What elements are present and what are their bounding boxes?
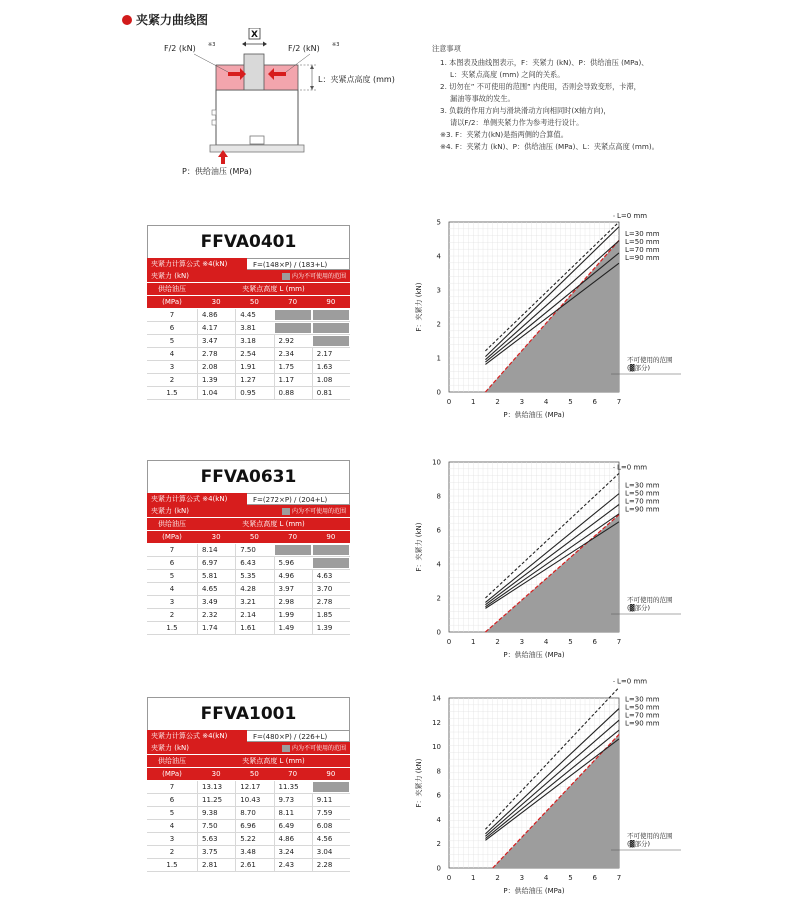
table-row xyxy=(147,833,350,846)
x-tick-label: 7 xyxy=(616,638,622,646)
x-tick-label: 1 xyxy=(471,874,476,882)
formula-value: F=(272×P) / (204+L) xyxy=(247,493,350,505)
note-star: ※4. F：夹紧力 (kN)、P：供给油压 (MPa)、L：夹紧点高度 (mm)。 xyxy=(440,142,659,151)
y-tick-label: 3 xyxy=(436,286,441,295)
series-label: L=30 mm xyxy=(625,230,660,238)
series-label: L=90 mm xyxy=(625,719,660,728)
height-col-header: 90 xyxy=(326,533,336,541)
unusable-swatch xyxy=(282,508,290,515)
y-tick-label: 2 xyxy=(436,320,441,329)
table-row xyxy=(147,820,350,833)
table-row xyxy=(147,348,350,361)
force-cell xyxy=(312,309,350,321)
height-col-header: 30 xyxy=(211,533,221,541)
x-tick-label: 6 xyxy=(592,638,597,646)
formula-value: F=(148×P) / (183+L) xyxy=(247,258,350,270)
formula-label: 夹紧力计算公式 ※4(kN) xyxy=(147,258,247,270)
force-cell: 3.81 xyxy=(235,322,273,334)
height-col-header: 30 xyxy=(211,770,221,778)
y-tick-label: 1 xyxy=(436,354,441,363)
y-tick-label: 0 xyxy=(436,628,441,637)
force-cell: 2.81 xyxy=(197,859,235,871)
pressure-cell: 3 xyxy=(169,835,175,843)
table-row xyxy=(147,846,350,859)
formula-row xyxy=(147,493,350,505)
force-left-label: F/2 (kN) xyxy=(164,44,196,53)
unusable-annotation: (▓部分) xyxy=(627,840,651,848)
unusable-annotation: 不可使用的范围 xyxy=(627,596,673,604)
port xyxy=(250,136,264,144)
pressure-header: 供给油压 xyxy=(158,285,186,293)
force-cell: 1.27 xyxy=(235,374,273,386)
series-label: L=90 mm xyxy=(625,505,660,514)
y-tick-label: 2 xyxy=(436,840,441,849)
series-label: L=50 mm xyxy=(625,703,660,712)
unusable-annotation: (▓部分) xyxy=(627,364,651,372)
force-cell xyxy=(274,309,312,321)
spec-table xyxy=(147,225,350,400)
force-cell: 2.14 xyxy=(235,609,273,621)
force-cell: 10.43 xyxy=(235,794,273,806)
force-cell: 1.39 xyxy=(197,374,235,386)
unusable-note: 内为不可使用的范围 xyxy=(291,744,346,752)
x-axis-label: P：供给油压 (MPa) xyxy=(503,651,565,659)
base-plate xyxy=(210,145,304,152)
y-tick-label: 12 xyxy=(432,718,441,727)
height-header: 夹紧点高度 L (mm) xyxy=(242,520,305,528)
force-cell: 1.39 xyxy=(312,622,350,634)
force-cell: 3.75 xyxy=(197,846,235,858)
table-row xyxy=(147,570,350,583)
pressure-header: 供给油压 xyxy=(158,757,186,765)
height-col-header: 90 xyxy=(326,298,336,306)
series-label: L=70 mm xyxy=(625,246,660,254)
force-unit-label: 夹紧力 (kN) xyxy=(151,744,189,752)
model-name: FFVA1001 xyxy=(147,697,350,730)
force-cell: 1.99 xyxy=(274,609,312,621)
y-tick-label: 6 xyxy=(436,526,441,535)
force-cell: 2.92 xyxy=(274,335,312,347)
force-cell: 9.11 xyxy=(312,794,350,806)
force-cell: 1.63 xyxy=(312,361,350,373)
y-axis-label: F：夹紧力 (kN) xyxy=(415,282,423,332)
y-tick-label: 6 xyxy=(436,791,441,800)
y-tick-label: 14 xyxy=(432,694,441,703)
table-row xyxy=(147,859,350,872)
unusable-swatch xyxy=(282,273,290,280)
x-tick-label: 2 xyxy=(495,874,500,882)
force-chart-ffva1001 xyxy=(405,677,695,898)
note-line: 2. 切勿在” 不可使用的范围” 内使用，否则会导致变形，卡滞， xyxy=(440,82,641,91)
force-cell: 3.49 xyxy=(197,596,235,608)
force-cell: 1.08 xyxy=(312,374,350,386)
y-tick-label: 0 xyxy=(436,388,441,397)
force-unit-label: 夹紧力 (kN) xyxy=(151,507,189,515)
x-tick-label: 6 xyxy=(592,874,597,882)
height-col-header: 70 xyxy=(288,533,298,541)
pressure-cell: 2 xyxy=(169,376,175,384)
formula-label: 夹紧力计算公式 ※4(kN) xyxy=(147,730,247,742)
force-cell: 4.65 xyxy=(197,583,235,595)
force-cell: 1.49 xyxy=(274,622,312,634)
x-tick-label: 5 xyxy=(568,874,573,882)
force-cell: 2.17 xyxy=(312,348,350,360)
force-cell: 4.45 xyxy=(235,309,273,321)
force-cell: 1.91 xyxy=(235,361,273,373)
force-cell: 6.49 xyxy=(274,820,312,832)
pressure-cell: 6 xyxy=(169,796,175,804)
spec-table xyxy=(147,460,350,635)
series-label: L=50 mm xyxy=(625,238,660,246)
force-cell: 1.04 xyxy=(197,387,235,399)
table-header xyxy=(147,505,350,544)
x-tick-label: 0 xyxy=(446,874,452,882)
y-tick-label: 4 xyxy=(436,252,441,261)
series-label: L=90 mm xyxy=(625,254,660,262)
force-cell: 2.78 xyxy=(312,596,350,608)
unusable-note: 内为不可使用的范围 xyxy=(291,507,346,515)
pressure-cell: 1.5 xyxy=(166,389,178,397)
x-tick-label: 4 xyxy=(543,398,549,406)
height-col-header: 30 xyxy=(211,298,221,306)
y-tick-label: 0 xyxy=(436,864,441,873)
force-cell: 4.28 xyxy=(235,583,273,595)
y-tick-label: 8 xyxy=(436,767,441,776)
force-cell: 0.81 xyxy=(312,387,350,399)
force-cell: 2.43 xyxy=(274,859,312,871)
unusable-annotation: 不可使用的范围 xyxy=(627,356,673,364)
y-tick-label: 8 xyxy=(436,492,441,501)
x-tick-label: 3 xyxy=(519,638,525,646)
pressure-cell: 7 xyxy=(169,311,175,319)
height-col-header: 50 xyxy=(249,298,259,306)
x-tick-label: 7 xyxy=(616,874,622,882)
force-cell: 3.18 xyxy=(235,335,273,347)
model-name: FFVA0401 xyxy=(147,225,350,258)
force-cell: 8.70 xyxy=(235,807,273,819)
formula-row xyxy=(147,258,350,270)
height-header: 夹紧点高度 L (mm) xyxy=(242,757,305,765)
table-row xyxy=(147,807,350,820)
x-tick-label: 0 xyxy=(446,398,452,406)
bullet-icon xyxy=(122,15,132,25)
force-cell: 0.95 xyxy=(235,387,273,399)
pressure-cell: 5 xyxy=(169,809,175,817)
table-row xyxy=(147,387,350,400)
force-cell: 3.97 xyxy=(274,583,312,595)
force-cell: 3.21 xyxy=(235,596,273,608)
note-line: 漏油等事故的发生。 xyxy=(450,94,515,103)
height-col-header: 90 xyxy=(326,770,336,778)
table-row xyxy=(147,309,350,322)
force-cell: 1.61 xyxy=(235,622,273,634)
y-axis-label: F：夹紧力 (kN) xyxy=(415,758,423,808)
series-label: L=30 mm xyxy=(625,695,660,704)
force-cell: 2.78 xyxy=(197,348,235,360)
page-title-text: 夹紧力曲线图 xyxy=(136,13,209,27)
x-tick-label: 1 xyxy=(471,638,476,646)
force-cell: 11.35 xyxy=(274,781,312,793)
pressure-cell: 1.5 xyxy=(166,624,178,632)
force-cell: 4.56 xyxy=(312,833,350,845)
series-label: L=50 mm xyxy=(625,489,660,498)
pressure-unit: (MPa) xyxy=(162,298,182,306)
force-cell: 12.17 xyxy=(235,781,273,793)
unusable-note: 内为不可使用的范围 xyxy=(291,272,346,280)
series-label: L=70 mm xyxy=(625,711,660,720)
table-row xyxy=(147,583,350,596)
force-cell: 7.59 xyxy=(312,807,350,819)
notes-block xyxy=(432,43,762,153)
force-cell: 3.70 xyxy=(312,583,350,595)
force-cell: 4.86 xyxy=(197,309,235,321)
series-label: L=0 mm xyxy=(617,212,648,220)
force-cell: 2.98 xyxy=(274,596,312,608)
force-cell xyxy=(274,322,312,334)
force-cell: 11.25 xyxy=(197,794,235,806)
force-cell: 6.08 xyxy=(312,820,350,832)
series-label: L=0 mm xyxy=(617,677,648,686)
table-row xyxy=(147,374,350,387)
clamp-diagram xyxy=(150,28,420,178)
y-axis-label: F：夹紧力 (kN) xyxy=(415,522,423,572)
y-tick-label: 10 xyxy=(432,458,441,467)
height-col-header: 50 xyxy=(249,770,259,778)
force-cell: 2.61 xyxy=(235,859,273,871)
spec-table xyxy=(147,697,350,872)
force-cell: 4.96 xyxy=(274,570,312,582)
force-cell: 5.96 xyxy=(274,557,312,569)
table-row xyxy=(147,596,350,609)
series-label: L=30 mm xyxy=(625,481,660,490)
pressure-cell: 6 xyxy=(169,559,175,567)
force-cell: 5.81 xyxy=(197,570,235,582)
height-col-header: 70 xyxy=(288,770,298,778)
x-tick-label: 5 xyxy=(568,638,573,646)
force-cell: 6.96 xyxy=(235,820,273,832)
table-row xyxy=(147,609,350,622)
pressure-cell: 5 xyxy=(169,572,175,580)
y-tick-label: 2 xyxy=(436,594,441,603)
force-right-label: F/2 (kN) xyxy=(288,44,320,53)
table-row xyxy=(147,557,350,570)
x-axis-label: X xyxy=(251,30,258,40)
force-cell: 6.43 xyxy=(235,557,273,569)
force-cell: 3.24 xyxy=(274,846,312,858)
force-cell: 6.97 xyxy=(197,557,235,569)
force-cell: 4.17 xyxy=(197,322,235,334)
force-cell: 5.35 xyxy=(235,570,273,582)
unusable-annotation: 不可使用的范围 xyxy=(627,832,673,840)
force-cell: 5.22 xyxy=(235,833,273,845)
x-tick-label: 6 xyxy=(592,398,597,406)
table-row xyxy=(147,544,350,557)
pressure-cell: 7 xyxy=(169,783,175,791)
pressure-unit: (MPa) xyxy=(162,770,182,778)
unusable-annotation: (▓部分) xyxy=(627,604,651,612)
force-cell: 3.47 xyxy=(197,335,235,347)
x-tick-label: 3 xyxy=(519,874,525,882)
force-cell: 2.32 xyxy=(197,609,235,621)
unusable-swatch xyxy=(282,745,290,752)
pressure-cell: 7 xyxy=(169,546,175,554)
pressure-cell: 4 xyxy=(169,350,175,358)
pressure-cell: 6 xyxy=(169,324,175,332)
x-tick-label: 2 xyxy=(495,638,500,646)
x-tick-label: 3 xyxy=(519,398,525,406)
table-row xyxy=(147,794,350,807)
force-cell: 13.13 xyxy=(197,781,235,793)
force-cell: 3.48 xyxy=(235,846,273,858)
force-cell xyxy=(312,335,350,347)
force-cell: 3.04 xyxy=(312,846,350,858)
series-label: L=70 mm xyxy=(625,497,660,506)
force-cell: 2.28 xyxy=(312,859,350,871)
clamp-jaw xyxy=(244,54,264,90)
x-tick-label: 0 xyxy=(446,638,452,646)
model-name: FFVA0631 xyxy=(147,460,350,493)
pressure-cell: 4 xyxy=(169,822,175,830)
page-title xyxy=(122,11,208,28)
force-cell: 9.73 xyxy=(274,794,312,806)
force-cell: 4.86 xyxy=(274,833,312,845)
pressure-header: 供给油压 xyxy=(158,520,186,528)
height-label: L：夹紧点高度 (mm) xyxy=(318,75,395,84)
height-col-header: 50 xyxy=(249,533,259,541)
pressure-cell: 1.5 xyxy=(166,861,178,869)
force-cell xyxy=(312,544,350,556)
notes-title: 注意事项 xyxy=(432,44,461,53)
force-cell: 1.74 xyxy=(197,622,235,634)
x-tick-label: 4 xyxy=(543,638,549,646)
force-cell: 8.14 xyxy=(197,544,235,556)
force-cell xyxy=(274,544,312,556)
y-tick-label: 4 xyxy=(436,560,441,569)
x-tick-label: 7 xyxy=(616,398,622,406)
note-line: 1. 本图表及曲线图表示，F：夹紧力 (kN)、P：供给油压 (MPa)、 xyxy=(440,58,649,67)
height-col-header: 70 xyxy=(288,298,298,306)
force-cell: 2.34 xyxy=(274,348,312,360)
pressure-cell: 2 xyxy=(169,848,175,856)
force-cell: 0.88 xyxy=(274,387,312,399)
force-cell xyxy=(312,557,350,569)
pressure-cell: 2 xyxy=(169,611,175,619)
note-line: L：夹紧点高度 (mm) 之间的关系。 xyxy=(450,70,565,79)
x-tick-label: 1 xyxy=(471,398,476,406)
force-cell: 1.85 xyxy=(312,609,350,621)
x-axis-label: P：供给油压 (MPa) xyxy=(503,887,565,895)
pressure-cell: 3 xyxy=(169,598,175,606)
x-tick-label: 5 xyxy=(568,398,573,406)
note-line: 请以F/2：单侧夹紧力作为参考进行设计。 xyxy=(450,118,584,127)
table-row xyxy=(147,361,350,374)
y-tick-label: 5 xyxy=(436,218,441,227)
force-cell xyxy=(312,322,350,334)
force-cell: 9.38 xyxy=(197,807,235,819)
force-cell: 5.63 xyxy=(197,833,235,845)
table-row xyxy=(147,781,350,794)
x-tick-label: 4 xyxy=(543,874,549,882)
x-axis-label: P：供给油压 (MPa) xyxy=(503,411,565,419)
pressure-cell: 4 xyxy=(169,585,175,593)
x-tick-label: 2 xyxy=(495,398,500,406)
pressure-cell: 5 xyxy=(169,337,175,345)
force-chart-ffva0631 xyxy=(405,452,695,662)
force-cell: 7.50 xyxy=(235,544,273,556)
table-row xyxy=(147,322,350,335)
force-unit-label: 夹紧力 (kN) xyxy=(151,272,189,280)
formula-label: 夹紧力计算公式 ※4(kN) xyxy=(147,493,247,505)
table-row xyxy=(147,622,350,635)
force-cell: 1.17 xyxy=(274,374,312,386)
force-cell: 7.50 xyxy=(197,820,235,832)
force-left-ref: ※3 xyxy=(208,42,216,48)
series-label: L=0 mm xyxy=(617,463,648,472)
pressure-cell: 3 xyxy=(169,363,175,371)
force-cell: 1.75 xyxy=(274,361,312,373)
pressure-unit: (MPa) xyxy=(162,533,182,541)
force-cell: 8.11 xyxy=(274,807,312,819)
force-cell: 2.08 xyxy=(197,361,235,373)
note-star: ※3. F：夹紧力(kN)是指两侧的合算值。 xyxy=(440,130,568,139)
note-line: 3. 负载的作用方向与滑块滑动方向相同时(X轴方向)， xyxy=(440,106,611,115)
y-tick-label: 4 xyxy=(436,815,441,824)
height-header: 夹紧点高度 L (mm) xyxy=(242,285,305,293)
force-cell xyxy=(312,781,350,793)
pressure-label: P：供给油压 (MPa) xyxy=(182,167,252,176)
force-right-ref: ※3 xyxy=(332,42,340,48)
table-header xyxy=(147,742,350,781)
force-cell: 4.63 xyxy=(312,570,350,582)
force-cell: 2.54 xyxy=(235,348,273,360)
formula-value: F=(480×P) / (226+L) xyxy=(247,730,350,742)
table-header xyxy=(147,270,350,309)
formula-row xyxy=(147,730,350,742)
table-row xyxy=(147,335,350,348)
force-chart-ffva0401 xyxy=(405,212,695,422)
y-tick-label: 10 xyxy=(432,743,441,752)
